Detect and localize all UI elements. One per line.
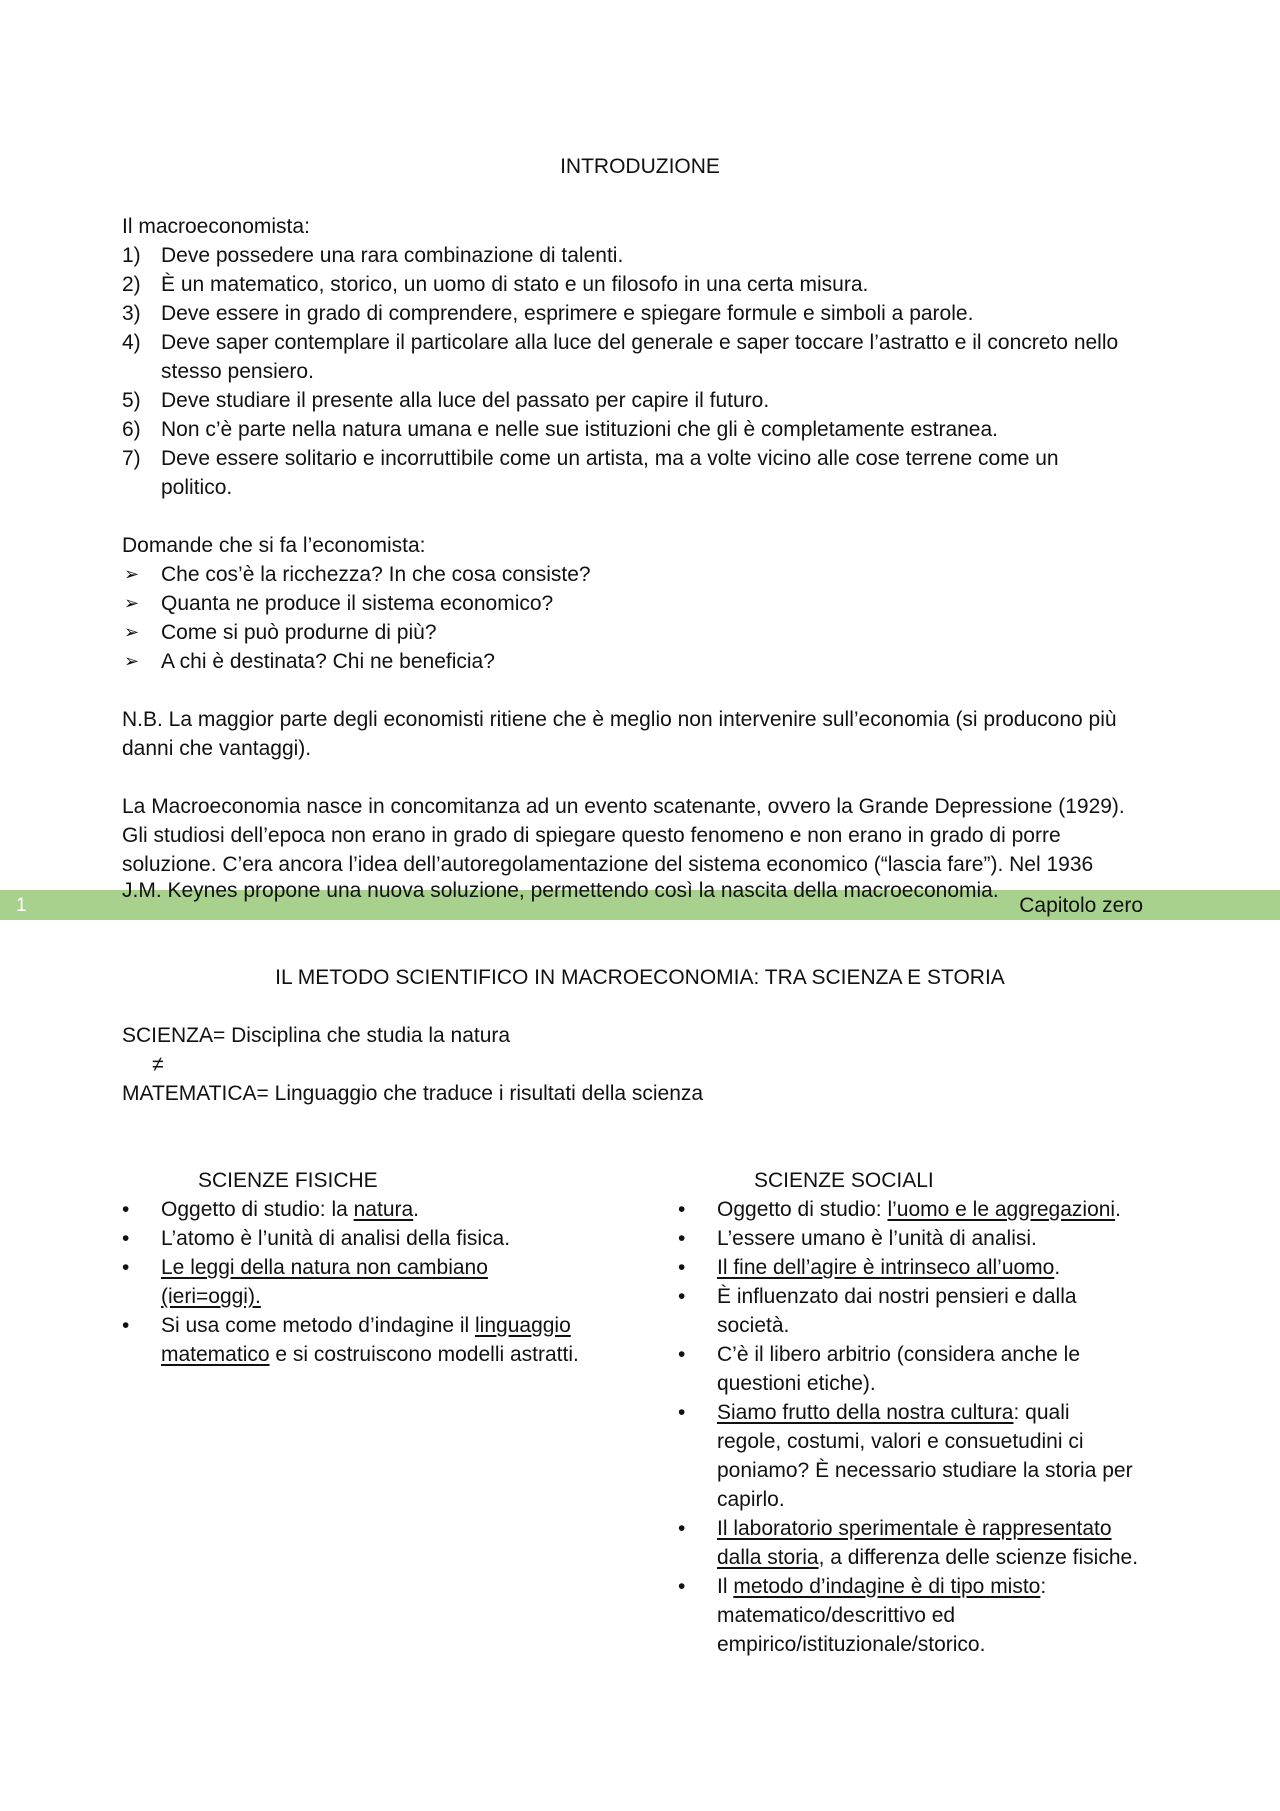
intro-heading: Il macroeconomista: <box>122 215 310 238</box>
list-item: Deve possedere una rara combinazione di talenti. <box>161 244 624 267</box>
list-item: Siamo frutto della nostra cultura: quali <box>717 1401 1070 1424</box>
question-item: Che cos’è la ricchezza? In che cosa consiste? <box>161 563 591 586</box>
chapter-label: Capitolo zero <box>1019 894 1143 917</box>
science-definition: SCIENZA= Disciplina che studia la natura <box>122 1024 511 1047</box>
bullet-dot-icon: • <box>122 1227 130 1250</box>
arrow-bullet-icon: ➢ <box>124 564 140 584</box>
list-item-continuation: matematico e si costruiscono modelli astratti. <box>161 1343 579 1366</box>
list-item-continuation: regole, costumi, valori e consuetudini ci <box>717 1430 1084 1453</box>
list-item-continuation: società. <box>717 1314 790 1337</box>
list-item: C’è il libero arbitrio (considera anche le <box>717 1343 1081 1366</box>
bullet-dot-icon: • <box>678 1343 686 1366</box>
bullet-dot-icon: • <box>678 1198 686 1221</box>
list-item: Si usa come metodo d’indagine il linguaggio <box>161 1314 571 1337</box>
list-item: È influenzato dai nostri pensieri e dalla <box>717 1285 1077 1308</box>
bullet-dot-icon: • <box>678 1256 686 1279</box>
list-item: È un matematico, storico, un uomo di stato e un filosofo in una certa misura. <box>161 273 869 296</box>
list-item: Il fine dell’agire è intrinseco all’uomo. <box>717 1256 1061 1279</box>
list-item: Deve essere in grado di comprendere, esprimere e spiegare formule e simboli a parole. <box>161 302 974 325</box>
list-item-continuation: empirico/istituzionale/storico. <box>717 1633 986 1656</box>
list-item-continuation: dalla storia, a differenza delle scienze fisiche. <box>717 1546 1139 1569</box>
paragraph-line: La Macroeconomia nasce in concomitanza ad un evento scatenante, ovvero la Grande Depressione (1929). <box>122 795 1125 818</box>
list-number: 3) <box>122 302 141 325</box>
bullet-dot-icon: • <box>678 1575 686 1598</box>
list-item: Oggetto di studio: la natura. <box>161 1198 420 1221</box>
bullet-dot-icon: • <box>122 1314 130 1337</box>
arrow-bullet-icon: ➢ <box>124 622 140 642</box>
list-number: 7) <box>122 447 141 470</box>
arrow-bullet-icon: ➢ <box>124 593 140 613</box>
list-number: 6) <box>122 418 141 441</box>
list-item: L’atomo è l’unità di analisi della fisica. <box>161 1227 511 1250</box>
bullet-dot-icon: • <box>122 1198 130 1221</box>
paragraph-line: soluzione. C’era ancora l’idea dell’autoregolamentazione del sistema economico (“lascia fare”). Nel 1936 <box>122 853 1094 876</box>
bullet-dot-icon: • <box>678 1227 686 1250</box>
list-item-continuation: matematico/descrittivo ed <box>717 1604 956 1627</box>
list-item-continuation: questioni etiche). <box>717 1372 876 1395</box>
list-item: Oggetto di studio: l’uomo e le aggregazioni. <box>717 1198 1121 1221</box>
bullet-dot-icon: • <box>678 1517 686 1540</box>
method-title: IL METODO SCIENTIFICO IN MACROECONOMIA: TRA SCIENZA E STORIA <box>275 966 1005 989</box>
list-number: 5) <box>122 389 141 412</box>
math-definition: MATEMATICA= Linguaggio che traduce i risultati della scienza <box>122 1082 704 1105</box>
list-item: Il laboratorio sperimentale è rappresentato <box>717 1517 1112 1540</box>
bullet-dot-icon: • <box>678 1401 686 1424</box>
question-item: Come si può produrne di più? <box>161 621 437 644</box>
list-item: L’essere umano è l’unità di analisi. <box>717 1227 1037 1250</box>
bullet-dot-icon: • <box>122 1256 130 1279</box>
list-item: Deve essere solitario e incorruttibile come un artista, ma a volte vicino alle cose terrene come un <box>161 447 1059 470</box>
paragraph-line: Gli studiosi dell’epoca non erano in grado di spiegare questo fenomeno e non erano in grado di porre <box>122 824 1061 847</box>
questions-heading: Domande che si fa l’economista: <box>122 534 426 557</box>
nb-paragraph-line: danni che vantaggi). <box>122 737 312 760</box>
question-item: A chi è destinata? Chi ne beneficia? <box>161 650 495 673</box>
list-item: Il metodo d’indagine è di tipo misto: <box>717 1575 1047 1598</box>
social-sciences-title: SCIENZE SOCIALI <box>754 1169 934 1192</box>
not-equal-symbol: ≠ <box>152 1053 164 1076</box>
nb-paragraph-line: N.B. La maggior parte degli economisti ritiene che è meglio non intervenire sull’economia (si producono più <box>122 708 1117 731</box>
list-number: 1) <box>122 244 141 267</box>
question-item: Quanta ne produce il sistema economico? <box>161 592 554 615</box>
paragraph-line: J.M. Keynes propone una nuova soluzione, permettendo così la nascita della macroeconomia. <box>122 879 999 902</box>
list-item: Deve saper contemplare il particolare alla luce del generale e saper toccare l’astratto e il concreto nello <box>161 331 1119 354</box>
list-number: 2) <box>122 273 141 296</box>
list-item-continuation: politico. <box>161 476 233 499</box>
list-item: Non c’è parte nella natura umana e nelle sue istituzioni che gli è completamente estranea. <box>161 418 998 441</box>
bullet-dot-icon: • <box>678 1285 686 1308</box>
intro-title: INTRODUZIONE <box>560 155 720 178</box>
list-item-continuation: stesso pensiero. <box>161 360 314 383</box>
arrow-bullet-icon: ➢ <box>124 651 140 671</box>
list-item: Deve studiare il presente alla luce del passato per capire il futuro. <box>161 389 770 412</box>
page-number: 1 <box>16 895 27 916</box>
physical-sciences-title: SCIENZE FISICHE <box>198 1169 378 1192</box>
list-item-continuation: poniamo? È necessario studiare la storia per <box>717 1459 1133 1482</box>
list-item: Le leggi della natura non cambiano <box>161 1256 488 1279</box>
list-item-continuation: (ieri=oggi). <box>161 1285 261 1308</box>
list-item-continuation: capirlo. <box>717 1488 785 1511</box>
list-number: 4) <box>122 331 141 354</box>
